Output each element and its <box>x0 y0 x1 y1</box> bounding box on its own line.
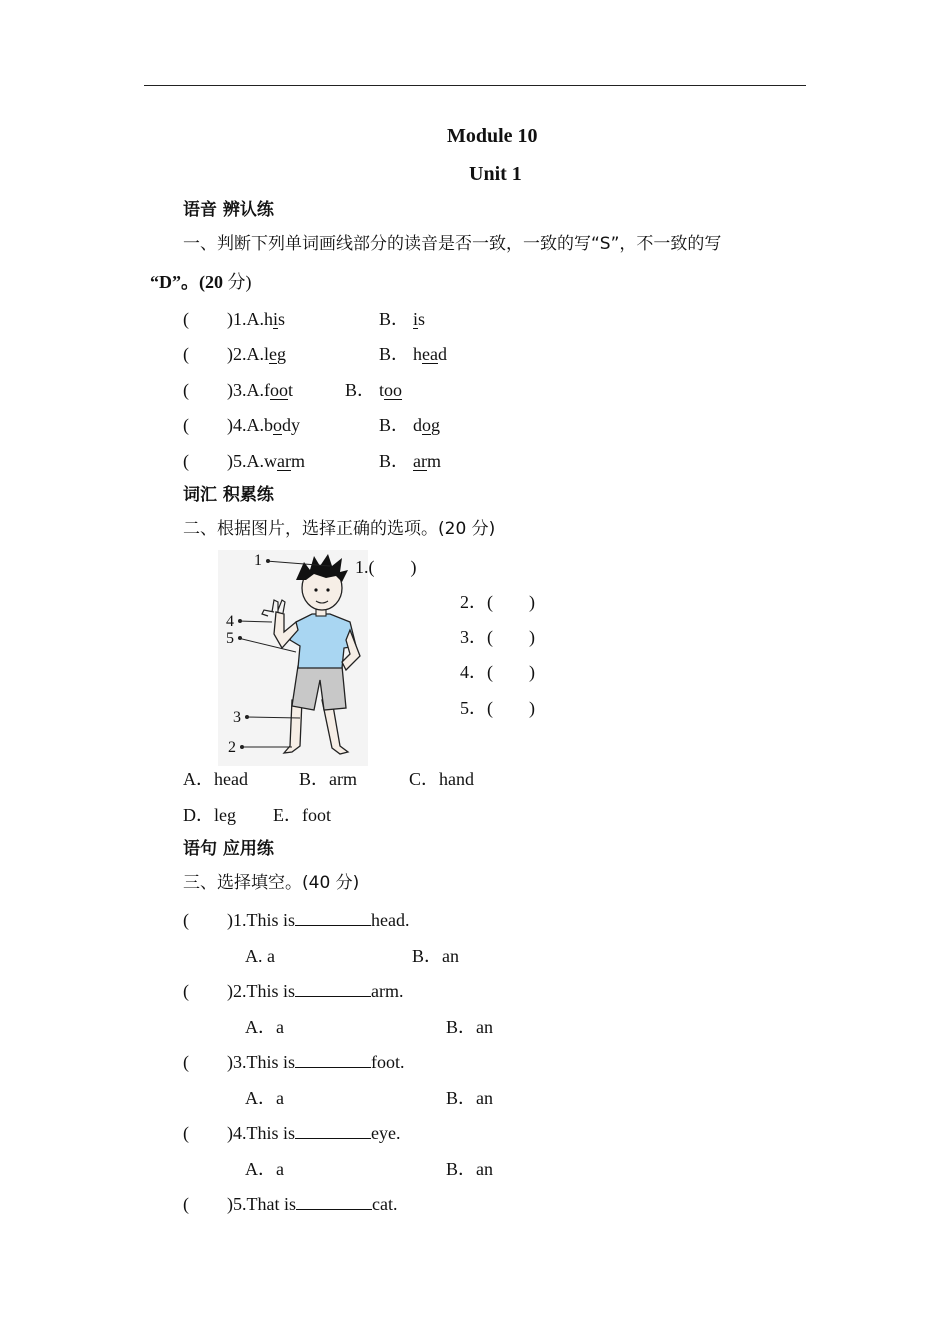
word-b-underlined: i <box>413 309 419 329</box>
phonics-item <box>183 452 305 470</box>
phonics-item-b <box>345 381 402 399</box>
open-paren: ( <box>183 981 189 1001</box>
choice-a: A. a <box>245 946 275 966</box>
section1-instr-score: 20 <box>205 272 223 292</box>
header-rule <box>144 85 806 86</box>
section2-heading: 词汇 积累练 <box>183 485 274 505</box>
figure-label: 1 <box>254 552 262 569</box>
item-number: )5.A. <box>227 451 264 471</box>
fill-blank-item <box>183 1053 405 1071</box>
item-number: )4.A. <box>227 415 264 435</box>
choice-b: B．an <box>412 946 459 966</box>
word-a-underlined: oo <box>270 380 288 400</box>
figure-label: 3 <box>233 709 241 726</box>
open-paren: ( <box>183 309 189 329</box>
word-a-underlined: ar <box>277 451 291 471</box>
item-number: )4.This is <box>227 1123 296 1143</box>
item-ending: eye. <box>371 1123 401 1143</box>
page-subtitle: Unit 1 <box>469 163 522 185</box>
choice-a: A．a <box>245 1159 284 1179</box>
option-d: D．leg <box>183 805 236 825</box>
option-b-label: B． <box>379 309 410 329</box>
blank-line <box>296 1195 372 1210</box>
word-b-suffix: g <box>431 415 441 435</box>
word-a-prefix: f <box>264 380 270 400</box>
phonics-item-b <box>379 310 425 328</box>
item-number: )1.This is <box>227 910 296 930</box>
phonics-item <box>183 345 286 363</box>
word-a-suffix: t <box>288 380 294 400</box>
word-a-suffix: g <box>277 344 287 364</box>
section1-instr-part-b: 分) <box>223 272 252 292</box>
picture-answer-blank: 1.( ) <box>355 557 417 577</box>
option-b-label: B． <box>379 451 410 471</box>
item-number: )3.A. <box>227 380 264 400</box>
phonics-item <box>183 381 293 399</box>
figure-label: 4 <box>226 613 234 630</box>
word-b-underlined: ea <box>422 344 438 364</box>
option-b: B．arm <box>299 769 357 789</box>
phonics-item-b <box>379 345 447 363</box>
word-b-suffix: s <box>418 309 426 329</box>
fill-blank-item <box>183 1195 397 1213</box>
open-paren: ( <box>183 344 189 364</box>
word-b-underlined: oo <box>384 380 403 400</box>
item-number: )3.This is <box>227 1052 296 1072</box>
section1-instruction-line1: 一、判断下列单词画线部分的读音是否一致，一致的写“S”，不一致的写 <box>183 234 722 254</box>
open-paren: ( <box>183 380 189 400</box>
phonics-item-b <box>379 452 441 470</box>
section1-instruction-line2 <box>150 273 252 291</box>
word-a-prefix: b <box>264 415 273 435</box>
option-c: C．hand <box>409 769 474 789</box>
item-number: )5.That is <box>227 1194 296 1214</box>
section1-instr-part-a: “D”。( <box>150 272 205 292</box>
open-paren: ( <box>183 451 189 471</box>
section2-instruction: 二、根据图片，选择正确的选项。(20 分) <box>183 519 496 539</box>
open-paren: ( <box>183 415 189 435</box>
boy-body-figure <box>218 550 368 766</box>
picture-answer-blank: 3．( ) <box>460 627 535 647</box>
choice-b: B．an <box>446 1088 493 1108</box>
word-b-suffix: d <box>438 344 447 364</box>
section3-heading: 语句 应用练 <box>183 839 274 859</box>
option-b-label: B． <box>345 380 376 400</box>
word-a-prefix: l <box>264 344 270 364</box>
blank-line <box>295 1053 371 1068</box>
item-ending: head. <box>371 910 410 930</box>
word-b-suffix: m <box>427 451 442 471</box>
choice-a: A．a <box>245 1088 284 1108</box>
word-b-underlined: ar <box>413 451 427 471</box>
blank-line <box>295 1124 371 1139</box>
item-ending: cat. <box>372 1194 398 1214</box>
phonics-item <box>183 310 285 328</box>
option-b-label: B． <box>379 344 410 364</box>
item-number: )2.This is <box>227 981 296 1001</box>
fill-blank-item <box>183 982 404 1000</box>
word-a-suffix: s <box>278 309 286 329</box>
word-a-prefix: w <box>264 451 277 471</box>
picture-answer-blank: 4．( ) <box>460 662 535 682</box>
section1-heading: 语音 辨认练 <box>183 200 274 220</box>
option-e: E．foot <box>273 805 331 825</box>
word-a-underlined: o <box>273 415 282 435</box>
option-a: A．head <box>183 769 248 789</box>
choice-b: B．an <box>446 1017 493 1037</box>
picture-answer-blank: 5．( ) <box>460 698 535 718</box>
word-b-prefix: d <box>413 415 423 435</box>
option-b-label: B． <box>379 415 410 435</box>
item-number: )1.A. <box>227 309 264 329</box>
blank-line <box>295 982 371 997</box>
word-b-prefix: t <box>379 380 385 400</box>
word-a-suffix: dy <box>282 415 300 435</box>
word-a-suffix: m <box>290 451 305 471</box>
item-ending: foot. <box>371 1052 405 1072</box>
figure-label: 2 <box>228 739 236 756</box>
item-ending: arm. <box>371 981 404 1001</box>
choice-b: B．an <box>446 1159 493 1179</box>
open-paren: ( <box>183 1123 189 1143</box>
page-title: Module 10 <box>447 125 538 147</box>
word-a-prefix: h <box>264 309 273 329</box>
figure-label: 5 <box>226 630 234 647</box>
item-number: )2.A. <box>227 344 264 364</box>
fill-blank-item <box>183 911 410 929</box>
choice-a: A．a <box>245 1017 284 1037</box>
open-paren: ( <box>183 910 189 930</box>
blank-line <box>295 911 371 926</box>
word-b-prefix: h <box>413 344 423 364</box>
word-a-underlined: e <box>269 344 278 364</box>
word-a-underlined: i <box>273 309 279 329</box>
word-b-underlined: o <box>422 415 432 435</box>
open-paren: ( <box>183 1052 189 1072</box>
phonics-item-b <box>379 416 440 434</box>
picture-answer-blank: 2．( ) <box>460 592 535 612</box>
open-paren: ( <box>183 1194 189 1214</box>
section3-instruction: 三、选择填空。(40 分) <box>183 873 360 893</box>
fill-blank-item <box>183 1124 401 1142</box>
phonics-item <box>183 416 300 434</box>
